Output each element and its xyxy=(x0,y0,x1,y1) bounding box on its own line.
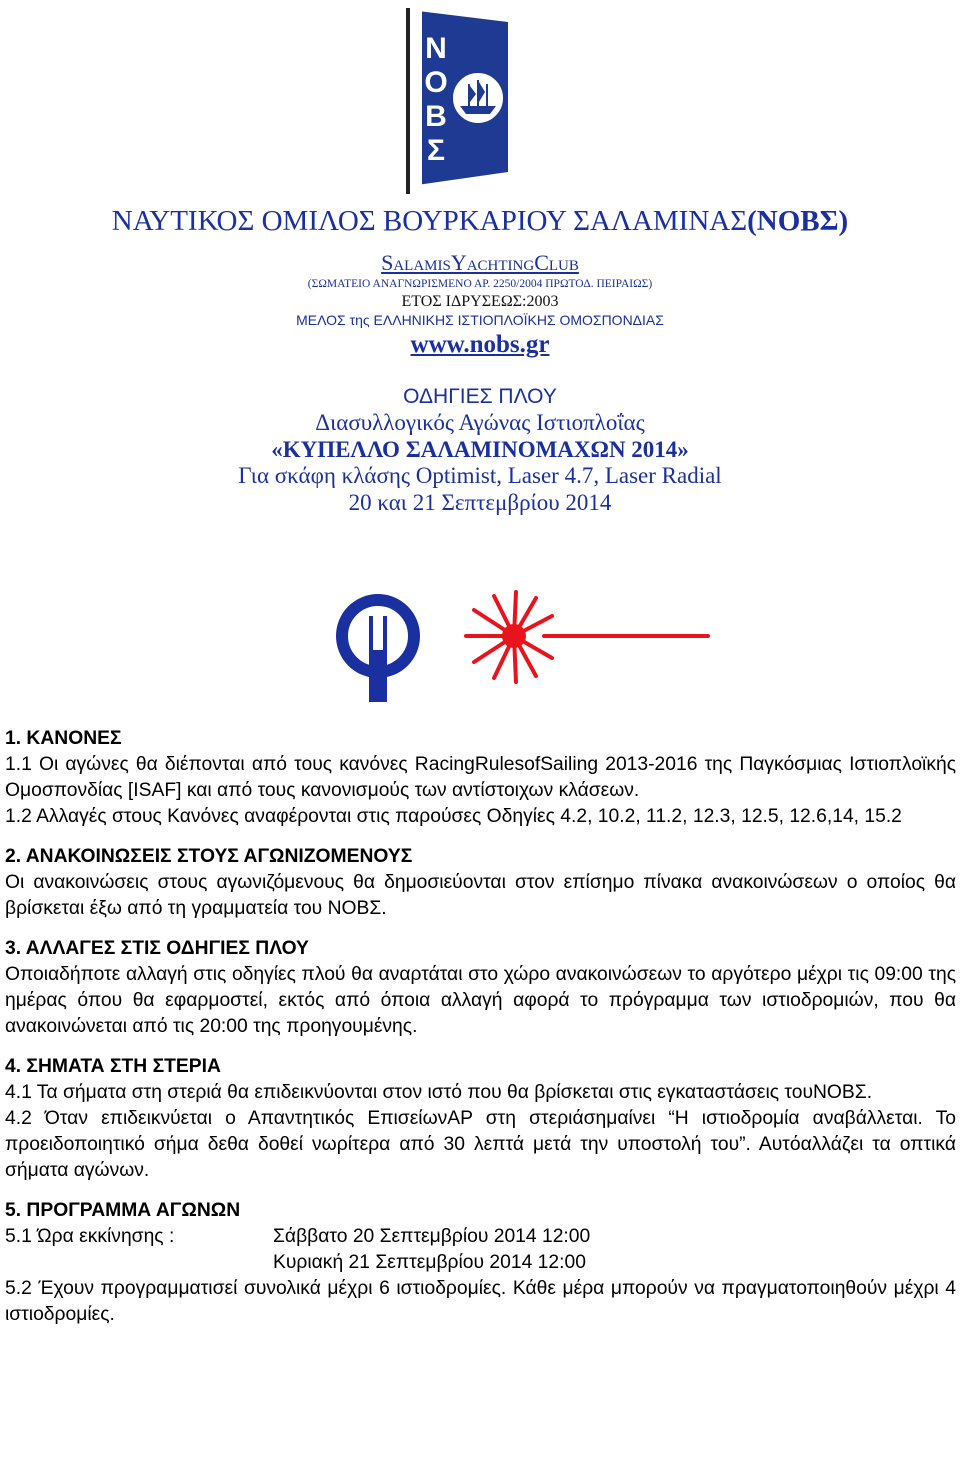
svg-text:Σ: Σ xyxy=(426,134,446,167)
paragraph: Οποιαδήποτε αλλαγή στις οδηγίες πλού θα αναρτάται στο χώρο ανακοινώσεων το αργότερο μέχρι τις 09:00 της ημέρας όπου θα εφαρμοστεί, εκτός από όποια αλλαγή αφορά το πρόγραμμα των ιστιοδρομιών, που θα ανακοινώνεται από τις 20:00 της προηγουμένης. xyxy=(5,964,956,1037)
club-burgee-logo xyxy=(388,2,518,197)
svg-text:Β: Β xyxy=(425,100,447,133)
section-heading: 2. ΑΝΑΚΟΙΝΩΣΕΙΣ ΣΤΟΥΣ ΑΓΩΝΙΖΟΜΕΝΟΥΣ xyxy=(5,846,413,867)
event-type: Διασυλλογικός Αγώνας Ιστιοπλοΐας xyxy=(315,410,645,435)
club-founded: ΕΤΟΣ ΙΔΡΥΣΕΩΣ:2003 xyxy=(401,293,559,310)
paragraph: 1.2 Αλλαγές στους Κανόνες αναφέρονται στις παρούσες Οδηγίες 4.2, 10.2, 11.2, 12.3, 12.5, 12.6,14, 15.2 xyxy=(5,806,902,827)
club-registration: (ΣΩΜΑΤΕΙΟ ΑΝΑΓΝΩΡΙΣΜΕΝΟ ΑΡ. 2250/2004 ΠΡΩΤΟΔ. ΠΕΙΡΑΙΩΣ) xyxy=(307,278,653,290)
event-classes: Για σκάφη κλάσης Optimist, Laser 4.7, Laser Radial xyxy=(238,463,722,488)
instructions-body xyxy=(5,726,956,1328)
paragraph: 5.2 Έχουν προγραμματισεί συνολικά μέχρι 6 ιστιοδρομίες. Κάθε μέρα μπορούν να πραγματοποιηθούν μέχρι 4 ιστιοδρομίες. xyxy=(5,1278,956,1325)
optimist-class-logo xyxy=(333,586,423,706)
logo-letters xyxy=(424,32,447,167)
svg-text:Ο: Ο xyxy=(424,66,448,99)
schedule-day2: Κυριακή 21 Σεπτεμβρίου 2014 12:00 xyxy=(273,1252,586,1273)
svg-text:Ν: Ν xyxy=(425,32,447,65)
event-dates: 20 και 21 Σεπτεμβρίου 2014 xyxy=(348,490,612,515)
document-title: ΟΔΗΓΙΕΣ ΠΛΟΥ xyxy=(403,385,557,408)
club-name-english: SalamisYachtingClub xyxy=(381,250,579,275)
club-name: ΝΑΥΤΙΚΟΣ ΟΜΙΛΟΣ ΒΟΥΡΚΑΡΙΟΥ ΣΑΛΑΜΙΝΑΣ(ΝΟΒΣ) xyxy=(111,205,849,237)
section-heading: 1. ΚΑΝΟΝΕΣ xyxy=(5,728,122,749)
section-heading: 4. ΣΗΜΑΤΑ ΣΤΗ ΣΤΕΡΙΑ xyxy=(5,1056,221,1077)
schedule-row xyxy=(5,1250,956,1276)
paragraph: Οι ανακοινώσεις στους αγωνιζόμενους θα δημοσιεύονται στον επίσημο πίνακα ανακοινώσεων ο οποίος θα βρίσκεται έξω από τη γραμματεία του ΝΟΒΣ. xyxy=(5,872,956,919)
paragraph: 1.1 Οι αγώνες θα διέπονται από τους κανόνες RacingRulesofSailing 2013-2016 της Παγκόσμιας Ιστιοπλοϊκής Ομοσπονδίας [ISAF] και από τους κανονισμούς των αντίστοιχων κλάσεων. xyxy=(5,754,956,801)
paragraph: 4.1 Τα σήματα στη στεριά θα επιδεικνύονται στον ιστό που θα βρίσκεται στις εγκαταστάσεις τουΝΟΒΣ. xyxy=(5,1082,873,1103)
laser-class-logo xyxy=(464,590,714,690)
paragraph: 4.2 Όταν επιδεικνύεται ο Απαντητικός ΕπισείωνAP στη στεριάσημαίνει “Η ιστιοδρομία αναβάλλεται. Το προειδοποιητικό σήμα δεθα δοθεί νωρίτερα από 30 λεπτά μετά την υποστολή του”. Αυτόαλλάζει τα οπτικά σήματα αγώνων. xyxy=(5,1108,956,1181)
section-heading: 3. ΑΛΛΑΓΕΣ ΣΤΙΣ ΟΔΗΓΙΕΣ ΠΛΟΥ xyxy=(5,938,309,959)
club-membership: ΜΕΛΟΣ της ΕΛΛΗΝΙΚΗΣ ΙΣΤΙΟΠΛΟΪΚΗΣ ΟΜΟΣΠΟΝΔΙΑΣ xyxy=(296,312,664,328)
schedule-day1: Σάββατο 20 Σεπτεμβρίου 2014 12:00 xyxy=(273,1226,591,1247)
schedule-label: 5.1 Ώρα εκκίνησης : xyxy=(5,1226,175,1247)
schedule-row xyxy=(5,1224,956,1250)
section-heading: 5. ΠΡΟΓΡΑΜΜΑ ΑΓΩΝΩΝ xyxy=(5,1200,241,1221)
event-name: «ΚΥΠΕΛΛΟ ΣΑΛΑΜΙΝΟΜΑΧΩΝ 2014» xyxy=(271,437,689,462)
club-website-link[interactable]: www.nobs.gr xyxy=(410,331,550,358)
